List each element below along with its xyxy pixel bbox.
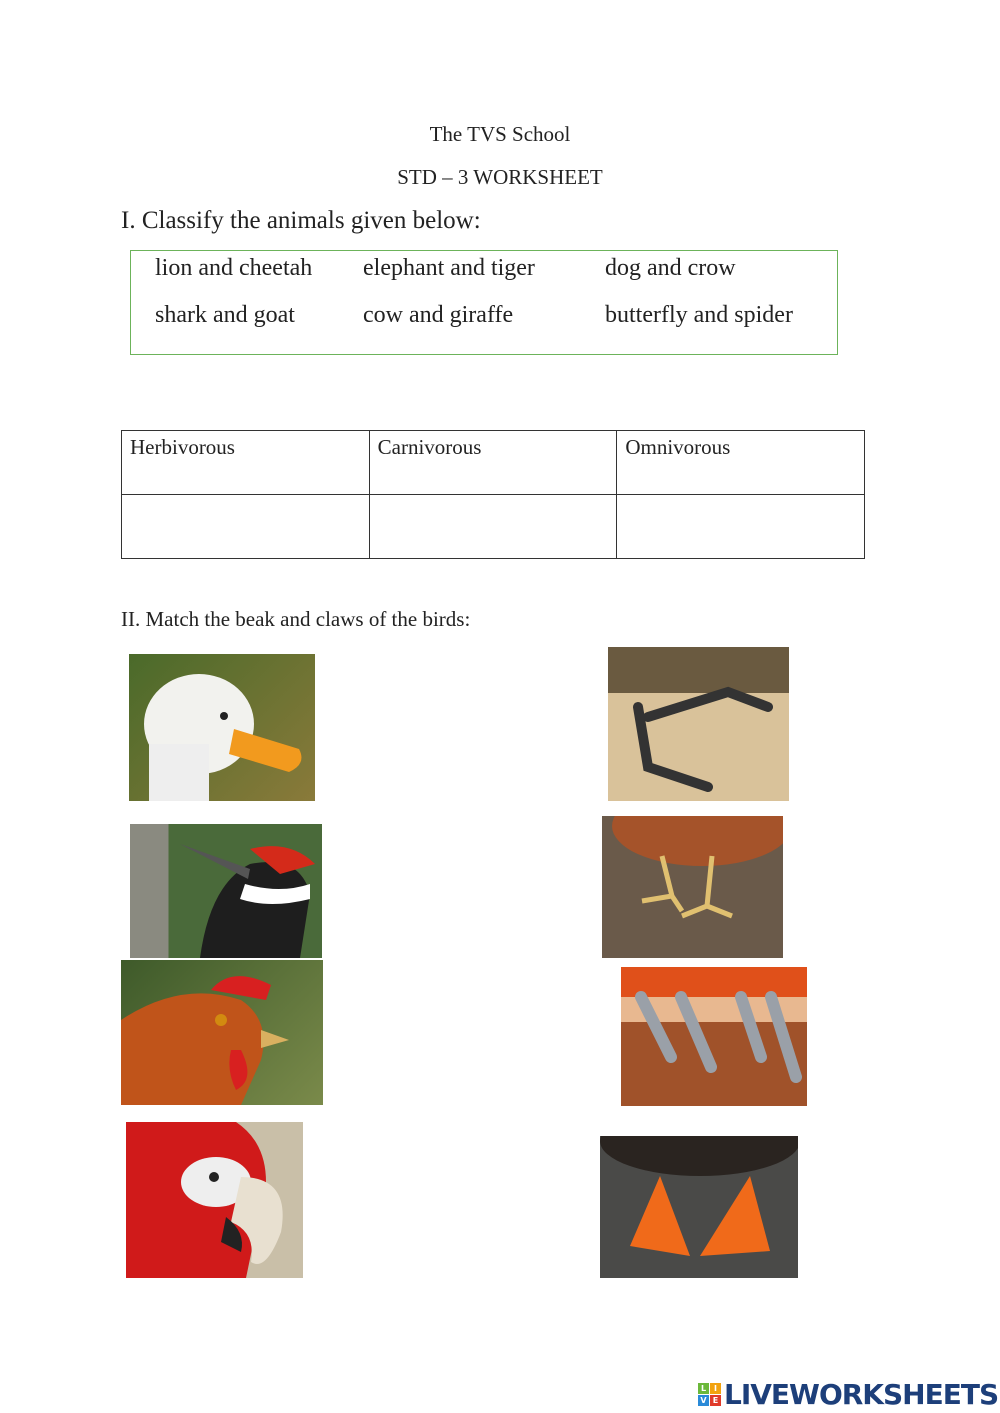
word-bank (130, 250, 838, 355)
logo-mark (698, 1383, 721, 1406)
liveworksheets-logo (698, 1378, 998, 1411)
header-herbivorous: Herbivorous (122, 431, 370, 495)
word-item: lion and cheetah (155, 255, 313, 281)
hen-feet-image[interactable] (602, 816, 783, 958)
logo-letter: E (710, 1395, 721, 1406)
word-item: cow and giraffe (363, 302, 514, 328)
answer-cell-omnivorous[interactable] (617, 495, 865, 559)
header-carnivorous: Carnivorous (369, 431, 617, 495)
hen-beak-image[interactable] (121, 960, 323, 1105)
word-item: elephant and tiger (363, 255, 535, 281)
duck-feet-image[interactable] (600, 1136, 798, 1278)
parrot-beak-image[interactable] (126, 1122, 303, 1278)
logo-letter: I (710, 1383, 721, 1394)
classification-table (121, 430, 865, 559)
duck-beak-image[interactable] (129, 654, 315, 801)
answer-cell-herbivorous[interactable] (122, 495, 370, 559)
header-omnivorous: Omnivorous (617, 431, 865, 495)
logo-letter: L (698, 1383, 709, 1394)
woodpecker-claw-image[interactable] (608, 647, 789, 801)
word-item: dog and crow (605, 255, 736, 281)
section-1-title: I. Classify the animals given below: (121, 207, 481, 234)
word-item: butterfly and spider (605, 302, 793, 328)
section-2-title: II. Match the beak and claws of the birds: (121, 607, 471, 631)
school-name: The TVS School (429, 122, 571, 146)
parrot-claws-image[interactable] (621, 967, 807, 1106)
logo-letter: V (698, 1395, 709, 1406)
word-item: shark and goat (155, 302, 295, 328)
worksheet-subtitle: STD – 3 WORKSHEET (397, 165, 603, 189)
logo-text: LIVEWORKSHEETS (724, 1378, 999, 1411)
answer-cell-carnivorous[interactable] (369, 495, 617, 559)
woodpecker-beak-image[interactable] (130, 824, 322, 958)
